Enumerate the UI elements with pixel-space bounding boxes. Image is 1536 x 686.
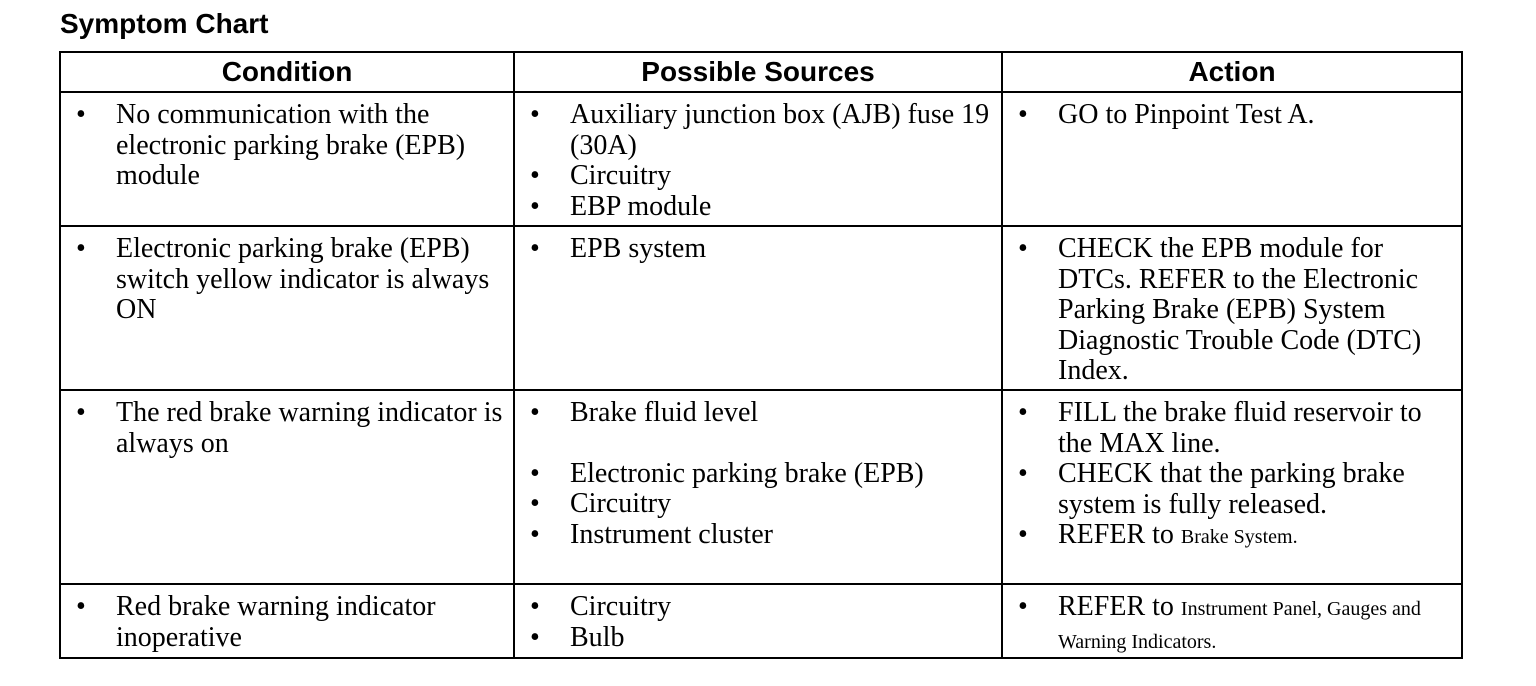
list-item: • Bulb <box>515 623 995 654</box>
condition-cell <box>60 226 514 390</box>
sources-cell <box>514 226 1002 390</box>
table-row <box>60 390 1462 584</box>
list-item: • FILL the brake fluid reservoir to the MAX line. <box>1003 398 1455 459</box>
header-possible-sources: Possible Sources <box>514 52 1002 92</box>
table-row <box>60 226 1462 390</box>
list-item: • Circuitry <box>515 161 995 192</box>
header-action: Action <box>1002 52 1462 92</box>
list-item: • GO to Pinpoint Test A. <box>1003 100 1455 131</box>
action-cell <box>1002 226 1462 390</box>
list-item <box>1003 592 1455 657</box>
list-item: • EBP module <box>515 192 995 223</box>
list-item: • Brake fluid level <box>515 398 995 429</box>
condition-cell <box>60 92 514 226</box>
action-cell <box>1002 92 1462 226</box>
page-title: Symptom Chart <box>60 8 269 39</box>
list-item: • No communication with the electronic parking brake (EPB) module <box>61 100 507 192</box>
list-item: • CHECK that the parking brake system is fully released. <box>1003 459 1455 520</box>
sources-cell <box>514 390 1002 584</box>
table-row <box>60 92 1462 226</box>
list-item: • Red brake warning indicator inoperative <box>61 592 507 653</box>
list-item: • Circuitry <box>515 592 995 623</box>
symptom-chart-table <box>59 51 1463 659</box>
refer-label: REFER to <box>1058 591 1174 622</box>
list-item: • Circuitry <box>515 489 995 520</box>
list-item: • Electronic parking brake (EPB) <box>515 459 995 490</box>
list-item <box>1003 520 1455 553</box>
action-cell <box>1002 584 1462 658</box>
refer-label: REFER to <box>1058 519 1174 550</box>
header-condition: Condition <box>60 52 514 92</box>
reference-link[interactable]: Brake System. <box>1180 526 1298 548</box>
sources-cell <box>514 92 1002 226</box>
sources-cell <box>514 584 1002 658</box>
header-row <box>60 52 1462 92</box>
list-item: • The red brake warning indicator is always on <box>61 398 507 459</box>
list-item: • EPB system <box>515 234 995 265</box>
action-cell <box>1002 390 1462 584</box>
list-item: • Auxiliary junction box (AJB) fuse 19 (30A) <box>515 100 995 161</box>
condition-cell <box>60 390 514 584</box>
condition-cell <box>60 584 514 658</box>
list-item: • Instrument cluster <box>515 520 995 551</box>
list-item: • CHECK the EPB module for DTCs. REFER to the Electronic Parking Brake (EPB) System Diagnostic Trouble Code (DTC) Index. <box>1003 234 1455 387</box>
list-item: • Electronic parking brake (EPB) switch yellow indicator is always ON <box>61 234 507 326</box>
table-row <box>60 584 1462 658</box>
reference-link[interactable]: Instrument Panel, Gauges and Warning Indicators. <box>1058 598 1421 653</box>
